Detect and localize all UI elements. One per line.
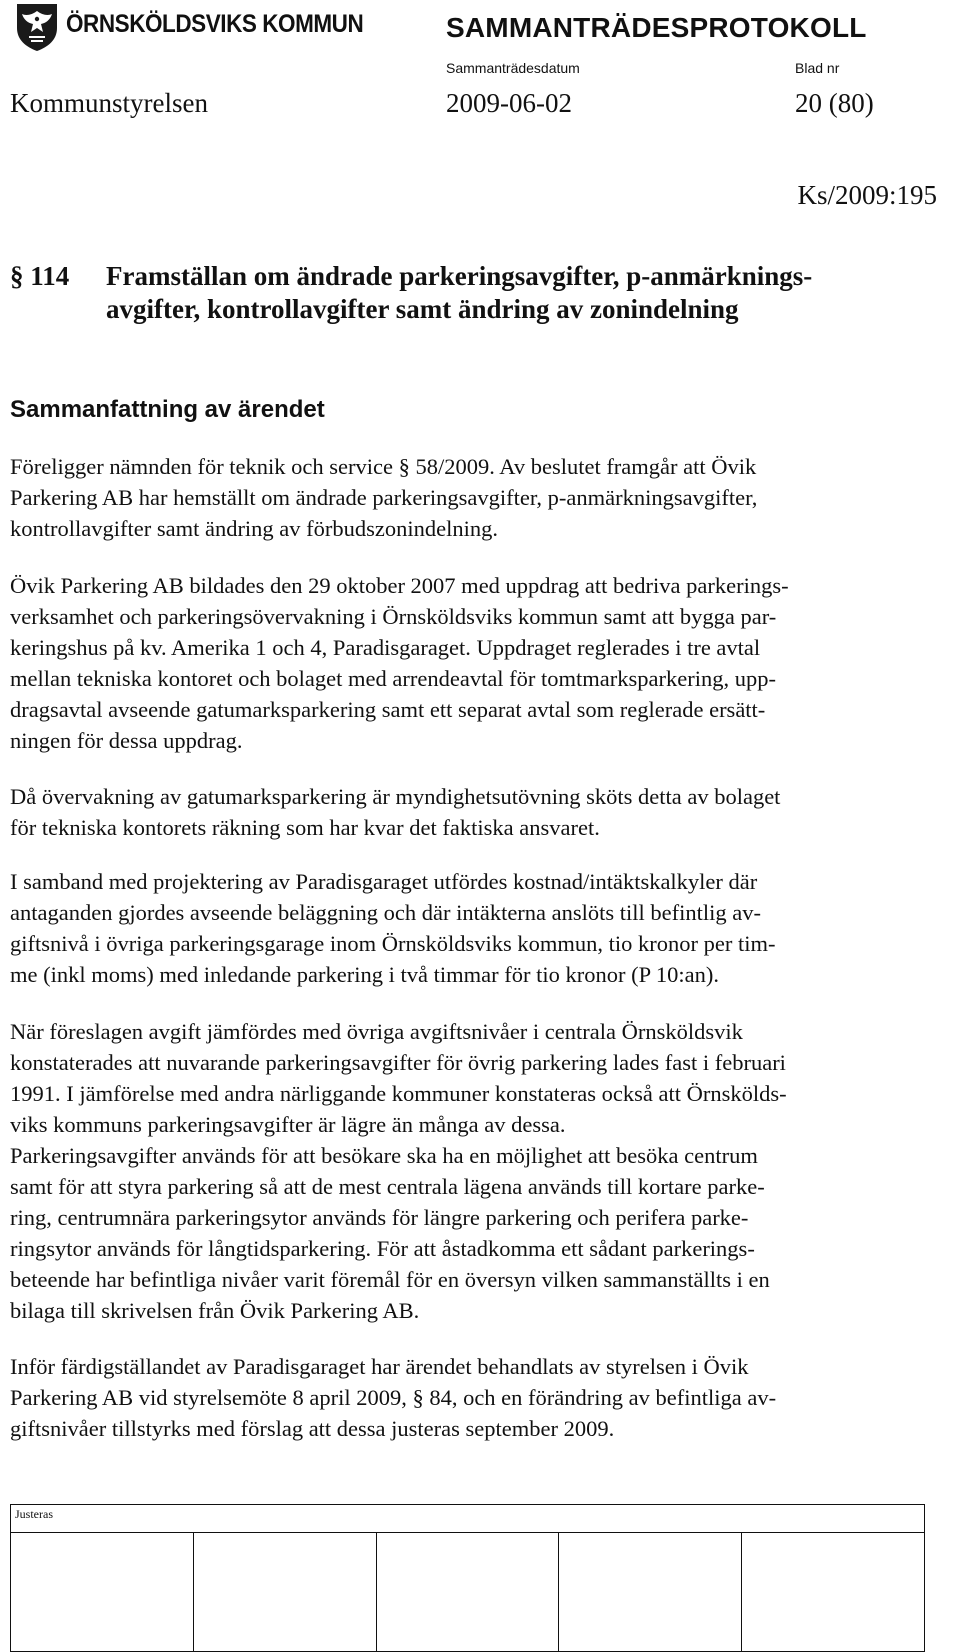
page-number: 20 (80) [795, 88, 874, 118]
text-line: Föreligger nämnden för teknik och service § 58/2009. Av beslutet framgår att Övik [10, 454, 757, 479]
meeting-date-label: Sammanträdesdatum [446, 60, 580, 76]
text-line: bilaga till skrivelsen från Övik Parkering AB. [10, 1298, 420, 1323]
item-title-line: Framställan om ändrade parkeringsavgifter, p-anmärknings- [106, 261, 813, 291]
text-line: När föreslagen avgift jämfördes med övriga avgiftsnivåer i centrala Örnsköldsvik [10, 1019, 743, 1044]
text-line: beteende har befintliga nivåer varit föremål för en översyn vilken sammanställts i en [10, 1267, 770, 1292]
text-line: konstaterades att nuvarande parkeringsavgifter för övrig parkering lades fast i februari [10, 1050, 786, 1075]
signature-cell [193, 1533, 376, 1652]
text-line: ringsytor används för långtidsparkering. För att åstadkomma ett sådant parkerings- [10, 1236, 755, 1261]
body-paragraph [10, 1140, 910, 1326]
text-line: viks kommuns parkeringsavgifter är lägre än många av dessa. [10, 1112, 566, 1137]
signature-cell [376, 1533, 559, 1652]
text-line: ningen för dessa uppdrag. [10, 728, 243, 753]
body-paragraph [10, 781, 910, 843]
signature-cell [11, 1533, 194, 1652]
text-line: dragsavtal avseende gatumarksparkering samt ett separat avtal som reglerade ersätt- [10, 697, 766, 722]
case-number: Ks/2009:195 [797, 180, 937, 210]
text-line: Övik Parkering AB bildades den 29 oktober 2007 med uppdrag att bedriva parkerings- [10, 573, 789, 598]
text-line: Parkering AB har hemställt om ändrade parkeringsavgifter, p-anmärkningsavgifter, [10, 485, 758, 510]
text-line: giftsnivå i övriga parkeringsgarage inom Örnsköldsviks kommun, tio kronor per tim- [10, 931, 776, 956]
text-line: för tekniska kontorets räkning som har kvar det faktiska ansvaret. [10, 815, 600, 840]
body-paragraph [10, 451, 910, 544]
text-line: samt för att styra parkering så att de mest centrala lägena används till kortare parke- [10, 1174, 765, 1199]
text-line: I samband med projektering av Paradisgaraget utfördes kostnad/intäktskalkyler där [10, 869, 758, 894]
committee-name: Kommunstyrelsen [10, 88, 208, 118]
signature-table [10, 1504, 925, 1652]
body-paragraph [10, 570, 910, 756]
section-heading: Sammanfattning av ärendet [10, 396, 325, 423]
text-line: Inför färdigställandet av Paradisgaraget har ärendet behandlats av styrelsen i Övik [10, 1354, 749, 1379]
signature-cell [559, 1533, 742, 1652]
item-title-line: avgifter, kontrollavgifter samt ändring av zonindelning [106, 294, 739, 324]
text-line: mellan tekniska kontoret och bolaget med arrendeavtal för tomtmarksparkering, upp- [10, 666, 776, 691]
text-line: Parkering AB vid styrelsemöte 8 april 2009, § 84, och en förändring av befintliga av- [10, 1385, 777, 1410]
text-line: kontrollavgifter samt ändring av förbudszonindelning. [10, 516, 499, 541]
text-line: ring, centrumnära parkeringsytor används för längre parkering och perifera parke- [10, 1205, 749, 1230]
body-paragraph [10, 1016, 910, 1140]
text-line: Parkeringsavgifter används för att besökare ska ha en möjlighet att besöka centrum [10, 1143, 758, 1168]
paragraph-number: § 114 [10, 261, 70, 291]
document-type: SAMMANTRÄDESPROTOKOLL [446, 12, 867, 43]
item-title-text [106, 260, 906, 326]
signature-label: Justeras [15, 1507, 53, 1521]
text-line: keringshus på kv. Amerika 1 och 4, Paradisgaraget. Uppdraget reglerades i tre avtal [10, 635, 761, 660]
text-line: Då övervakning av gatumarksparkering är myndighetsutövning sköts detta av bolaget [10, 784, 781, 809]
signature-cell [742, 1533, 925, 1652]
text-line: me (inkl moms) med inledande parkering i två timmar för tio kronor (P 10:an). [10, 962, 719, 987]
meeting-date: 2009-06-02 [446, 88, 572, 118]
signature-header-cell [11, 1505, 925, 1533]
text-line: antaganden gjordes avseende beläggning och där intäkterna anslöts till befintlig av- [10, 900, 762, 925]
text-line: verksamhet och parkeringsövervakning i Örnsköldsviks kommun samt att bygga par- [10, 604, 777, 629]
coat-of-arms-icon [14, 2, 60, 52]
body-paragraph [10, 866, 910, 990]
body-paragraph [10, 1351, 910, 1444]
page-number-label: Blad nr [795, 60, 840, 76]
text-line: giftsnivåer tillstyrks med förslag att dessa justeras september 2009. [10, 1416, 615, 1441]
organization-name: ÖRNSKÖLDSVIKS KOMMUN [66, 10, 364, 38]
text-line: 1991. I jämförelse med andra närliggande kommuner konstateras också att Örnskölds- [10, 1081, 787, 1106]
